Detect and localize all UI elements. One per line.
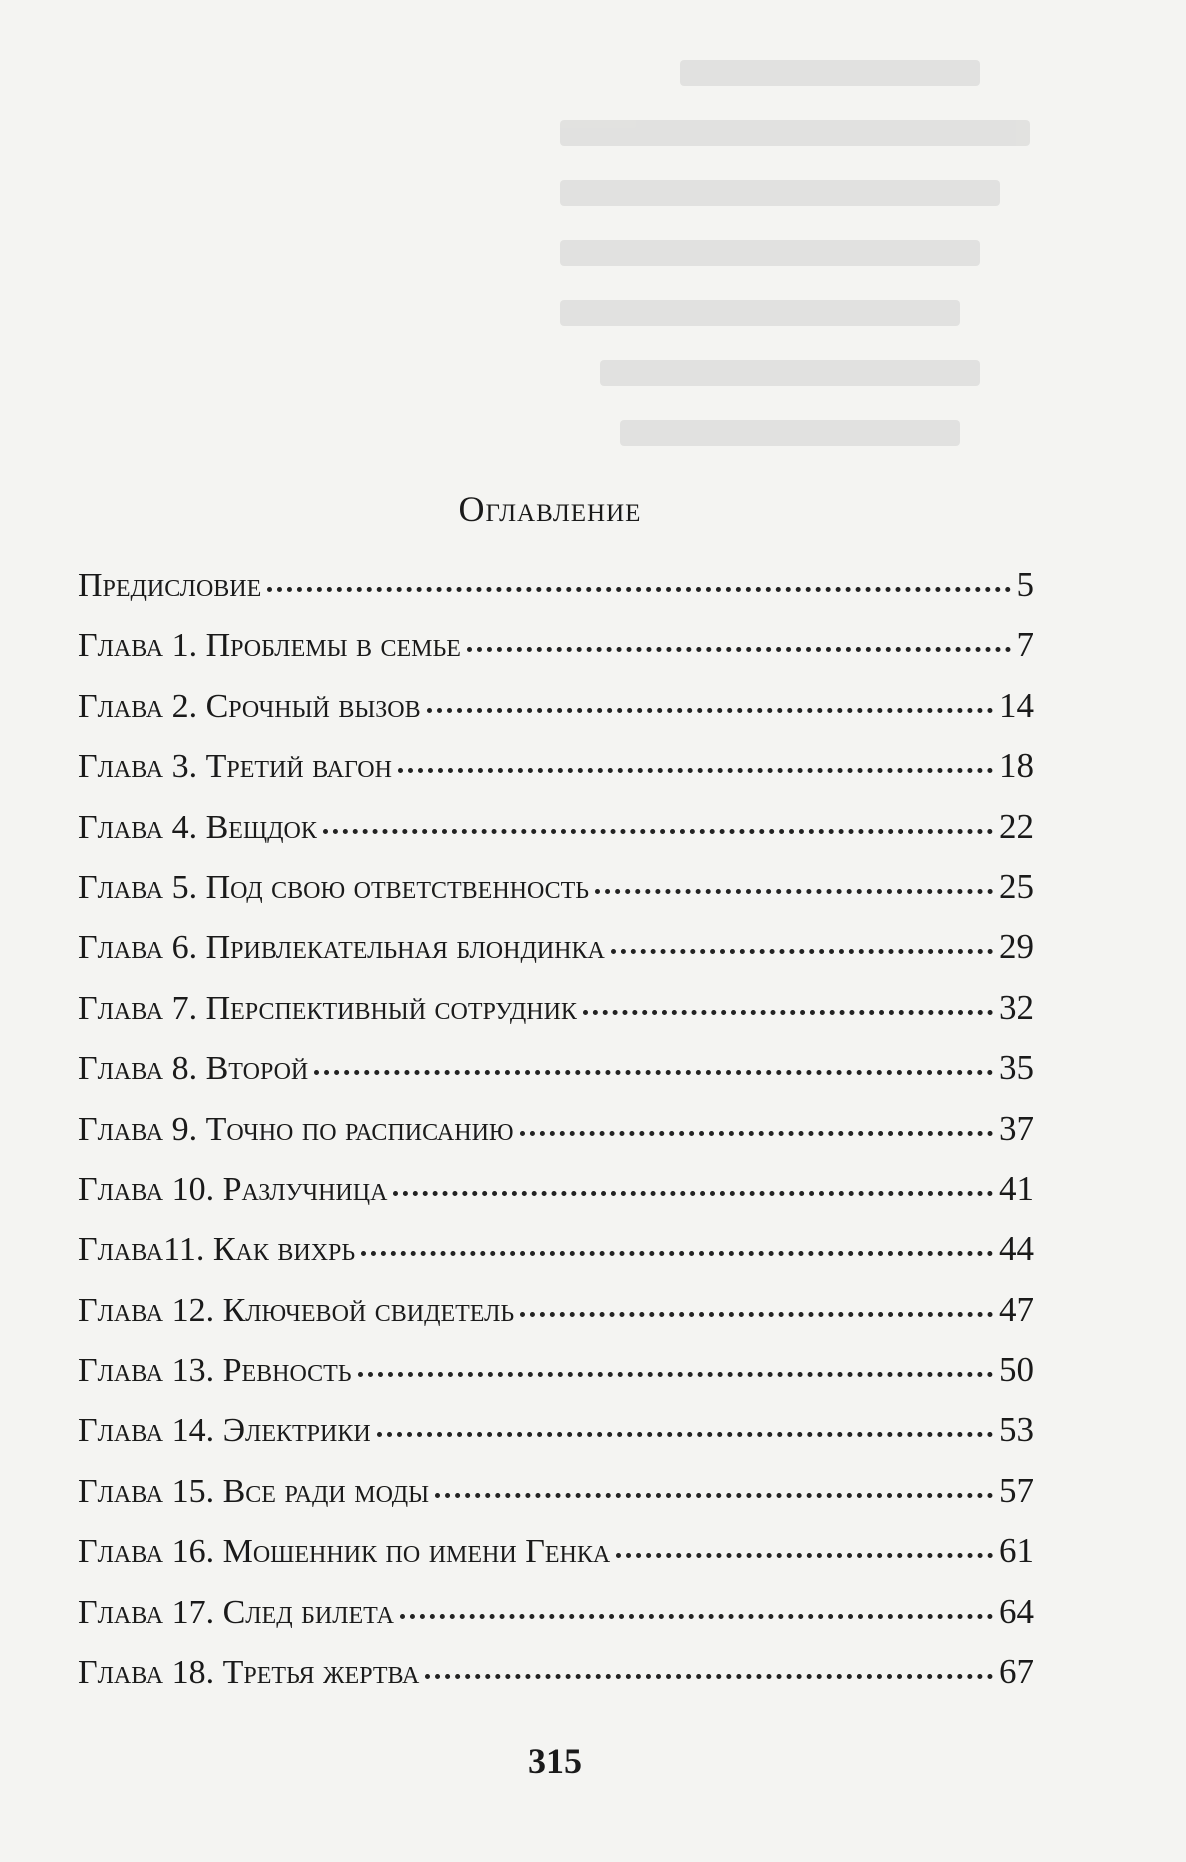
toc-entry-page: 61 [999, 1531, 1034, 1571]
toc-entry-title: Глава 9. Точно по расписанию [78, 1110, 514, 1148]
toc-entry [78, 1169, 1034, 1229]
toc-entry-page: 22 [999, 806, 1034, 846]
dot-leader [425, 1674, 993, 1679]
toc-entry-page: 41 [999, 1168, 1034, 1208]
dot-leader [377, 1432, 993, 1437]
toc-entry-title: Глава 3. Третий вагон [78, 748, 392, 786]
toc-entry-page: 29 [999, 927, 1034, 967]
dot-leader [358, 1372, 993, 1377]
toc-entry-page: 35 [999, 1048, 1034, 1088]
toc-entry [78, 1471, 1034, 1531]
toc-entry-page: 53 [999, 1410, 1034, 1450]
toc-entry [78, 1229, 1034, 1289]
dot-leader [435, 1493, 993, 1498]
toc-entry [78, 1350, 1034, 1410]
toc-entry [78, 565, 1034, 625]
toc-entry-page: 14 [999, 685, 1034, 725]
dot-leader [398, 768, 993, 773]
toc-entry [78, 867, 1034, 927]
dot-leader [520, 1312, 993, 1317]
dot-leader [583, 1010, 993, 1015]
dot-leader [467, 647, 1011, 652]
dot-leader [393, 1191, 993, 1196]
toc-heading: Оглавление [458, 489, 642, 529]
show-through-background [560, 60, 1060, 540]
toc-entry-title: Глава 13. Ревность [78, 1352, 352, 1390]
toc-entry-page: 67 [999, 1652, 1034, 1692]
toc-entry-title: Глава 10. Разлучница [78, 1170, 388, 1208]
dot-leader [616, 1553, 993, 1558]
toc-entry [78, 1290, 1034, 1350]
dot-leader [427, 708, 993, 713]
toc-entry-page: 64 [999, 1591, 1034, 1631]
toc-entry [78, 927, 1034, 987]
toc-entry-title: Глава 12. Ключевой свидетель [78, 1291, 515, 1329]
dot-leader [595, 889, 993, 894]
toc-entry-title: Предисловие [78, 567, 262, 604]
toc-list [78, 565, 1034, 1712]
toc-entry [78, 1531, 1034, 1591]
toc-entry-title: Глава 18. Третья жертва [78, 1654, 420, 1692]
toc-entry-title: Глава 14. Электрики [78, 1412, 371, 1450]
dot-leader [323, 829, 993, 834]
toc-entry [78, 686, 1034, 746]
dot-leader [400, 1614, 993, 1619]
toc-entry [78, 988, 1034, 1048]
toc-entry-page: 32 [999, 987, 1034, 1027]
toc-entry-page: 50 [999, 1350, 1034, 1390]
toc-entry-title: Глава 1. Проблемы в семье [78, 627, 461, 665]
toc-entry-title: Глава 15. Все ради моды [78, 1472, 430, 1510]
toc-entry-title: Глава11. Как вихрь [78, 1231, 356, 1269]
toc-entry-title: Глава 7. Перспективный сотрудник [78, 989, 577, 1027]
dot-leader [520, 1131, 993, 1136]
toc-entry-page: 7 [1016, 625, 1034, 665]
dot-leader [314, 1070, 993, 1075]
toc-entry [78, 746, 1034, 806]
toc-entry [78, 625, 1034, 685]
toc-entry-title: Глава 8. Второй [78, 1050, 309, 1088]
dot-leader [361, 1251, 993, 1256]
toc-entry [78, 1652, 1034, 1712]
toc-entry-page: 44 [999, 1229, 1034, 1269]
toc-entry-title: Глава 17. След билета [78, 1593, 394, 1631]
toc-entry-page: 57 [999, 1470, 1034, 1510]
toc-entry-title: Глава 5. Под свою ответственность [78, 868, 590, 906]
toc-entry [78, 1592, 1034, 1652]
page-number: 315 [528, 1741, 582, 1781]
toc-entry-page: 5 [1016, 565, 1034, 604]
toc-entry-page: 18 [999, 746, 1034, 786]
toc-entry-page: 25 [999, 866, 1034, 906]
toc-entry [78, 807, 1034, 867]
dot-leader [611, 949, 993, 954]
toc-entry [78, 1109, 1034, 1169]
toc-entry-title: Глава 4. Вещдок [78, 808, 317, 846]
toc-entry-title: Глава 16. Мошенник по имени Генка [78, 1533, 611, 1571]
toc-entry-page: 37 [999, 1108, 1034, 1148]
toc-entry [78, 1048, 1034, 1108]
toc-entry-page: 47 [999, 1289, 1034, 1329]
toc-entry-title: Глава 6. Привлекательная блондинка [78, 929, 605, 967]
dot-leader [267, 587, 1010, 592]
toc-entry-title: Глава 2. Срочный вызов [78, 687, 421, 725]
toc-entry [78, 1410, 1034, 1470]
